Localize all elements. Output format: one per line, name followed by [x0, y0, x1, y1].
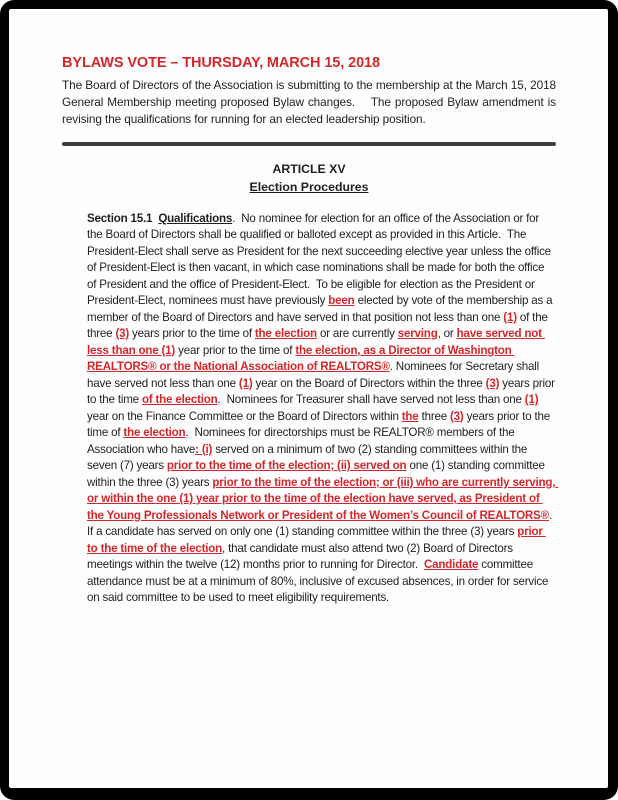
section-15-1-paragraph: Section 15.1 Qualifications. No nominee for election for an office of the Association or for the Board of Directors shall be qualified or balloted except as provided in this Article. The President-Elect shall serve as President for the next succeeding elective year unless the office of President-Elect is then vacant, in which case nominations shall be made for both the office of President and the office of President-Elect. To be eligible for election as the President or President-Elect, nominees must have previously been elected by vote of the membership as a member of the Board of Directors and have served in that position not less than one (1) of the three (3) years prior to the time of the election or are currently serving, or have served not less than one (1) year prior to the time of the election, as a Director of Washington REALTORS® or the National Association of REALTORS®. Nominees for Secretary shall have served not less than one (1) year on the Board of Directors within the three (3) years prior to the time of the election. Nominees for Treasurer shall have served not less than one (1) year on the Finance Committee or the Board of Directors within the three (3) years prior to the time of the election. Nominees for directorships must be REALTOR® members of the Association who have: (i) served on a minimum of two (2) standing committees within the seven (7) years prior to the time of the election; (ii) served on one (1) standing committee within the three (3) years prior to the time of the election; or (iii) who are currently serving, or within the one (1) year prior to the time of the election have served, as President of the Young Professionals Network or President of the Women’s Council of REALTORS®. If a candidate has served on only one (1) standing committee within the three (3) years prior to the time of the election, that candidate must also attend two (2) Board of Directors meetings within the twelve (12) months prior to running for Director. Candidate committee attendance must be at a minimum of 80%, inclusive of excused absences, in order for service on said committee to be used to meet eligibility requirements. — [87, 211, 559, 605]
article-header — [62, 160, 556, 196]
article-subheading: Election Procedures — [249, 179, 369, 194]
section-divider — [62, 142, 556, 146]
intro-paragraph: The Board of Directors of the Association is submitting to the membership at the March 15, 2018 General Membership meeting proposed Bylaw changes. The proposed Bylaw amendment is revising the qualifications for running for an elected leadership position. — [62, 78, 560, 127]
article-heading: ARTICLE XV — [272, 161, 346, 176]
document-page — [9, 9, 608, 788]
bylaws-vote-title: BYLAWS VOTE – THURSDAY, MARCH 15, 2018 — [62, 55, 380, 71]
